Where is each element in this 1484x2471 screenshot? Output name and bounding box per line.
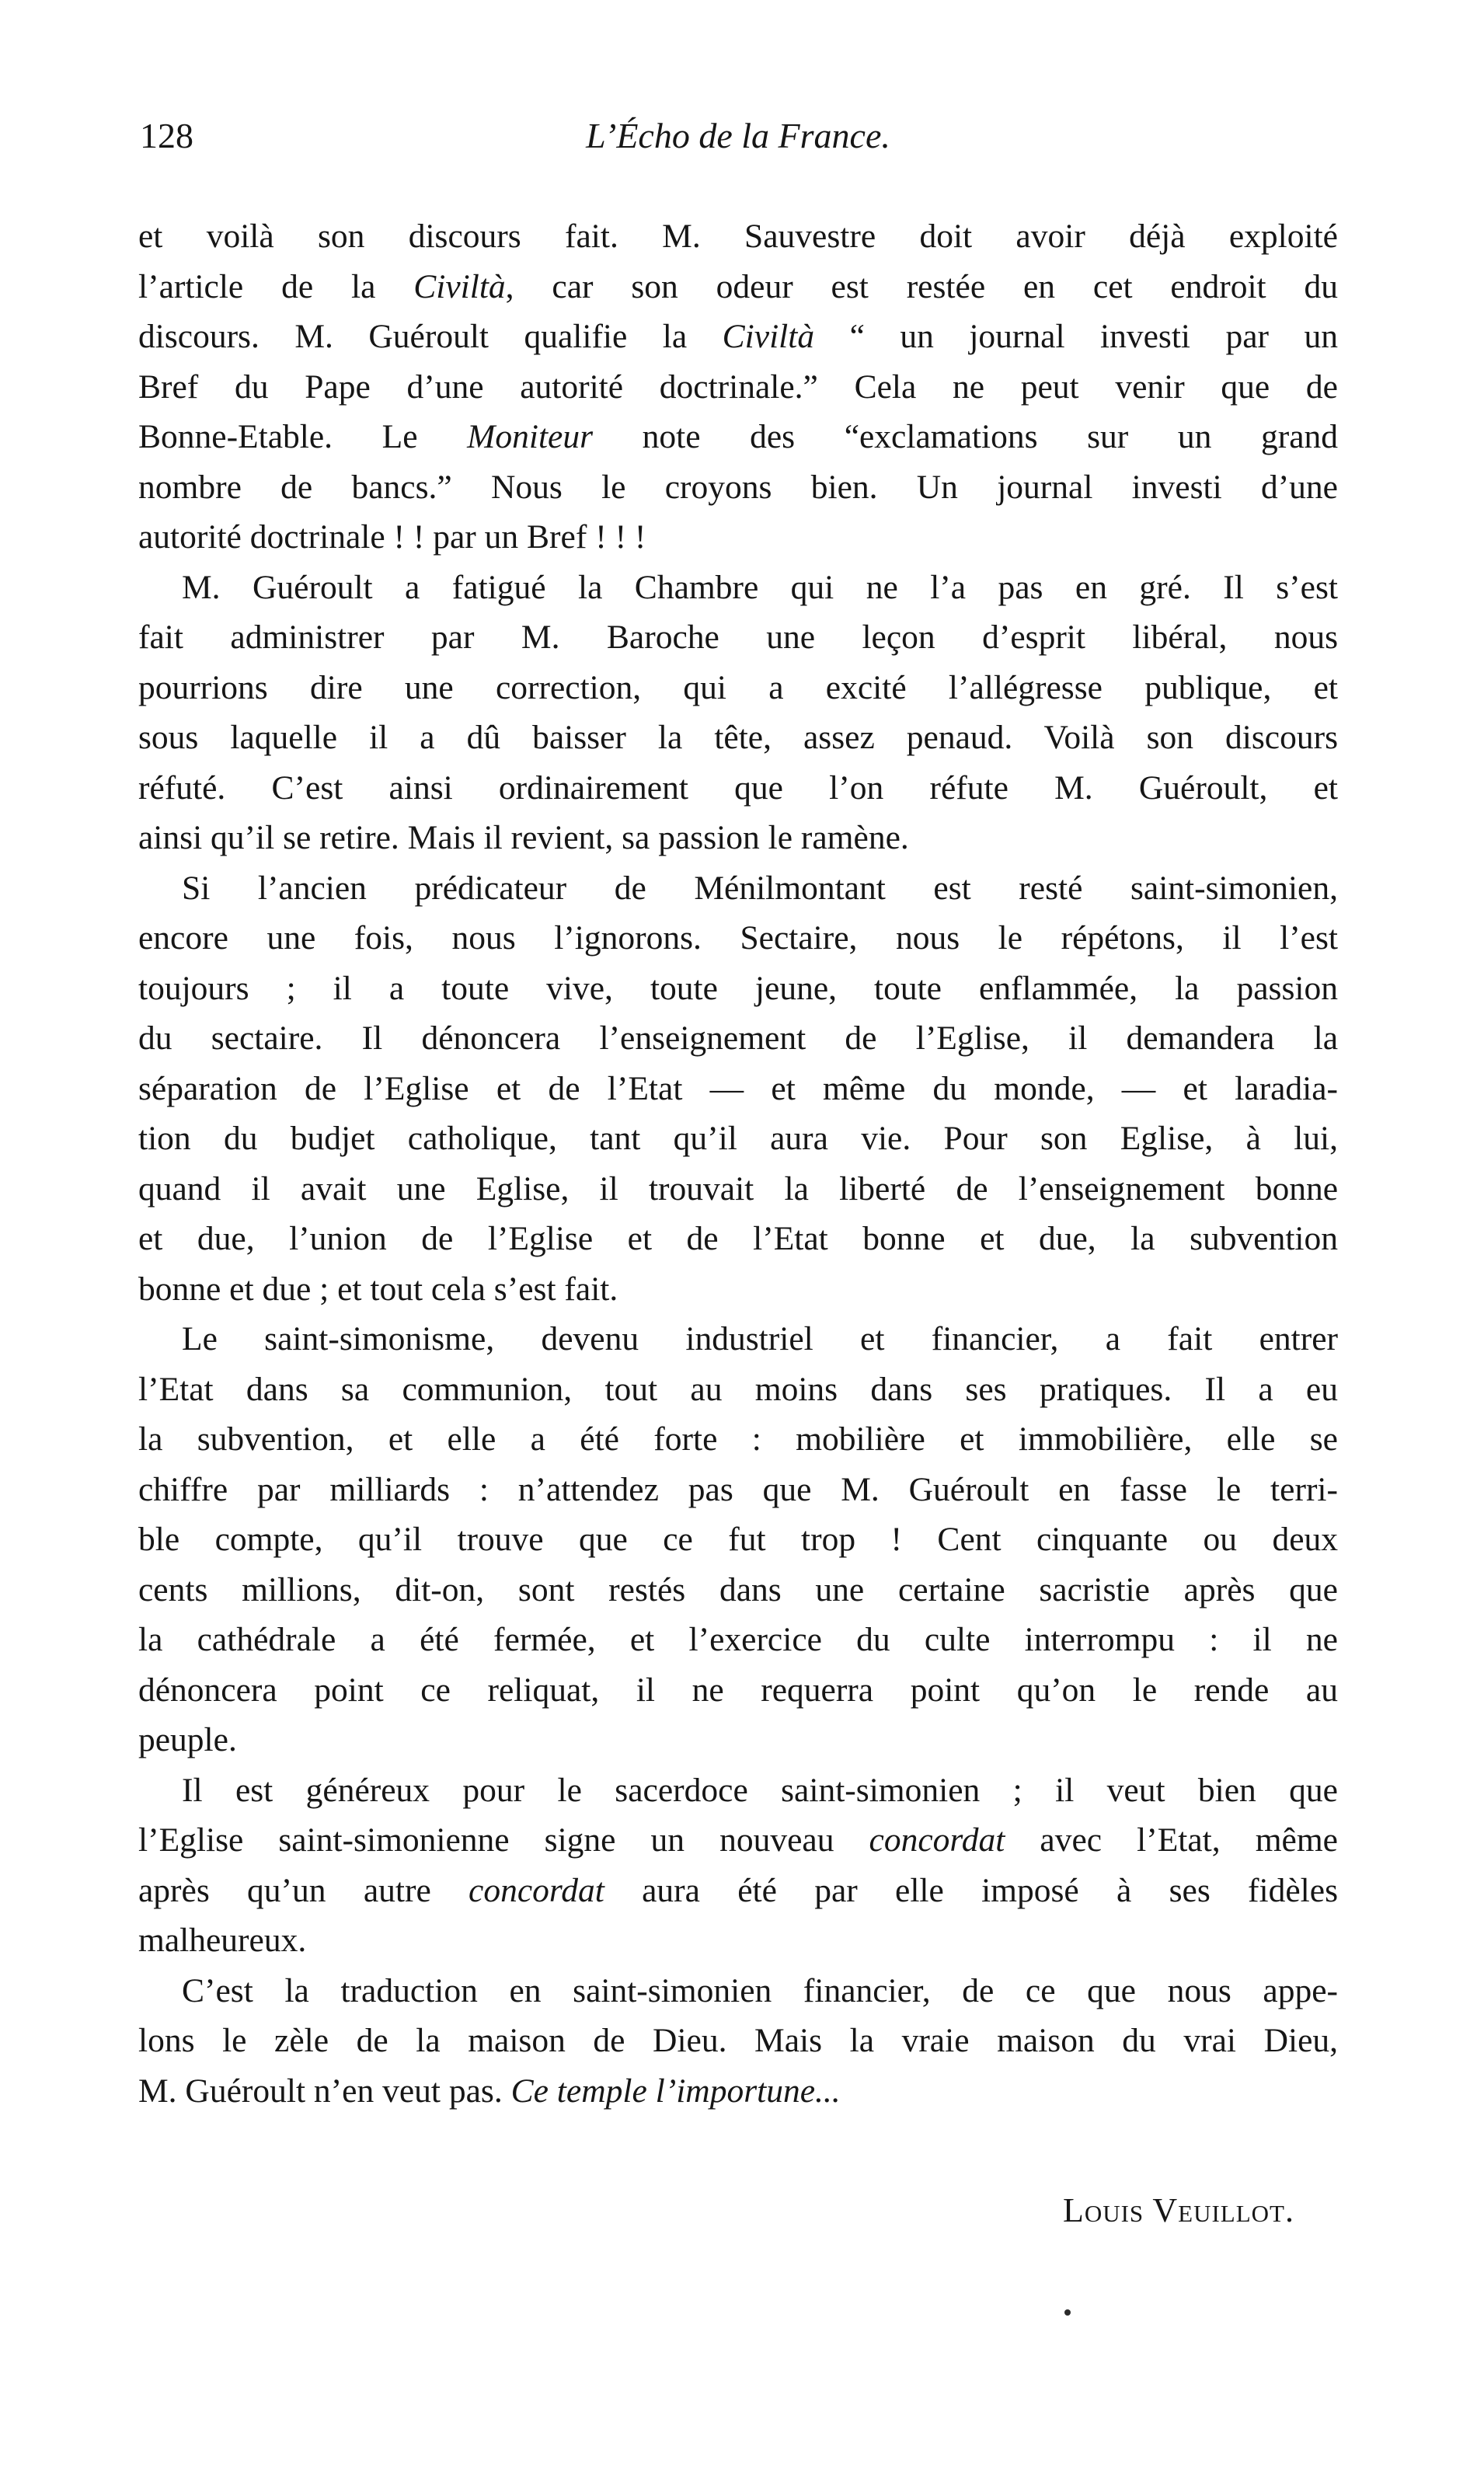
author-signature: Louis Veuillot.	[1062, 2191, 1294, 2229]
text-line: cents millions, dit-on, sont restés dans une certaine sacristie après que	[138, 1570, 1338, 1608]
text-line: et voilà son discours fait. M. Sauvestre doit avoir déjà exploité	[138, 218, 1338, 255]
ink-speck	[1064, 2309, 1071, 2316]
text-line: du sectaire. Il dénoncera l’enseignement de l’Eglise, il demandera la	[138, 1019, 1338, 1057]
text-line: l’Etat dans sa communion, tout au moins dans ses pratiques. Il a eu	[138, 1370, 1338, 1408]
text-line: la subvention, et elle a été forte : mobilière et immobilière, elle se	[138, 1420, 1338, 1458]
text-line: ble compte, qu’il trouve que ce fut trop ! Cent cinquante ou deux	[138, 1521, 1338, 1558]
text-line: M. Guéroult n’en veut pas. Ce temple l’importune...	[138, 2072, 841, 2110]
text-line: autorité doctrinale ! ! par un Bref ! ! !	[138, 518, 646, 556]
body-text	[138, 211, 1338, 2116]
running-head	[140, 109, 1336, 163]
text-line: malheureux.	[138, 1922, 307, 1959]
text-line: M. Guéroult a fatigué la Chambre qui ne l’a pas en gré. Il s’est	[182, 568, 1338, 606]
text-line: réfuté. C’est ainsi ordinairement que l’on réfute M. Guéroult, et	[138, 768, 1338, 807]
text-line: peuple.	[138, 1721, 237, 1758]
journal-title: L’Écho de la France.	[586, 116, 890, 155]
text-line: discours. M. Guéroult qualifie la Civiltà “ un journal investi par un	[138, 318, 1338, 355]
text-line: ainsi qu’il se retire. Mais il revient, sa passion le ramène.	[138, 819, 909, 856]
text-line: pourrions dire une correction, qui a excité l’allégresse publique, et	[138, 668, 1338, 706]
text-line: tion du budjet catholique, tant qu’il aura vie. Pour son Eglise, à lui,	[138, 1120, 1338, 1157]
text-line: après qu’un autre concordat aura été par elle imposé à ses fidèles	[138, 1871, 1338, 1909]
text-line: et due, l’union de l’Eglise et de l’Etat bonne et due, la subvention	[138, 1220, 1338, 1257]
text-line: sous laquelle il a dû baisser la tête, assez penaud. Voilà son discours	[138, 719, 1338, 756]
text-line: Le saint-simonisme, devenu industriel et financier, a fait entrer	[182, 1320, 1338, 1357]
text-line: Bonne-Etable. Le Moniteur note des “exclamations sur un grand	[138, 418, 1338, 455]
text-line: Bref du Pape d’une autorité doctrinale.” Cela ne peut venir que de	[138, 368, 1338, 406]
text-line: la cathédrale a été fermée, et l’exercice du culte interrompu : il ne	[138, 1621, 1338, 1658]
text-line: Si l’ancien prédicateur de Ménilmontant est resté saint-simonien,	[182, 869, 1338, 907]
text-line: encore une fois, nous l’ignorons. Sectaire, nous le répétons, il l’est	[138, 919, 1338, 957]
text-line: lons le zèle de la maison de Dieu. Mais la vraie maison du vrai Dieu,	[138, 2022, 1338, 2059]
text-line: toujours ; il a toute vive, toute jeune, toute enflammée, la passion	[138, 969, 1338, 1007]
text-line: nombre de bancs.” Nous le croyons bien. Un journal investi d’une	[138, 468, 1338, 506]
text-line: séparation de l’Eglise et de l’Etat — et même du monde, — et laradia-	[138, 1069, 1338, 1107]
page-number: 128	[140, 116, 193, 155]
text-line: dénoncera point ce reliquat, il ne requerra point qu’on le rende au	[138, 1671, 1338, 1709]
text-line: C’est la traduction en saint-simonien financier, de ce que nous appe-	[182, 1971, 1338, 2009]
text-line: quand il avait une Eglise, il trouvait la liberté de l’enseignement bonne	[138, 1169, 1338, 1208]
text-line: bonne et due ; et tout cela s’est fait.	[138, 1270, 618, 1308]
text-line: chiffre par milliards : n’attendez pas que M. Guéroult en fasse le terri-	[138, 1470, 1338, 1508]
text-line: l’article de la Civiltà, car son odeur est restée en cet endroit du	[138, 267, 1338, 305]
text-line: l’Eglise saint-simonienne signe un nouveau concordat avec l’Etat, même	[138, 1821, 1338, 1859]
text-line: Il est généreux pour le sacerdoce saint-simonien ; il veut bien que	[182, 1771, 1338, 1809]
text-line: fait administrer par M. Baroche une leçon d’esprit libéral, nous	[138, 619, 1338, 656]
